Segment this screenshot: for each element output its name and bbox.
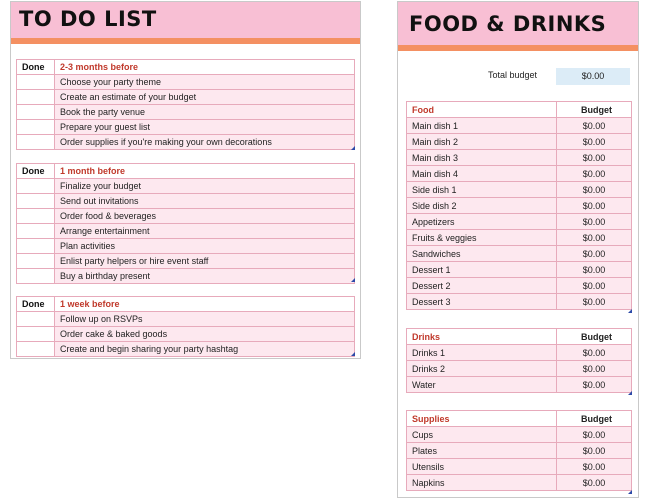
drink-item[interactable]: Drinks 1 (407, 345, 557, 361)
table-resize-handle[interactable] (628, 490, 632, 494)
category-header: Food (407, 102, 557, 118)
done-checkbox[interactable] (17, 90, 55, 105)
budget-amount[interactable]: $0.00 (557, 443, 632, 459)
budget-header: Budget (557, 411, 632, 427)
done-header: Done (17, 297, 55, 312)
food-item[interactable]: Appetizers (407, 214, 557, 230)
budget-amount[interactable]: $0.00 (557, 377, 632, 393)
table-resize-handle[interactable] (351, 278, 355, 282)
task-item[interactable]: Arrange entertainment (55, 224, 355, 239)
done-checkbox[interactable] (17, 105, 55, 120)
budget-amount[interactable]: $0.00 (557, 134, 632, 150)
done-header: Done (17, 164, 55, 179)
budget-amount[interactable]: $0.00 (557, 118, 632, 134)
food-item[interactable]: Main dish 3 (407, 150, 557, 166)
todo-panel (10, 1, 361, 359)
budget-amount[interactable]: $0.00 (557, 475, 632, 491)
todo-title: TO DO LIST (19, 7, 157, 31)
task-item[interactable]: Plan activities (55, 239, 355, 254)
section-title: 2-3 months before (55, 60, 355, 75)
food-item[interactable]: Dessert 2 (407, 278, 557, 294)
food-item[interactable]: Side dish 2 (407, 198, 557, 214)
budget-amount[interactable]: $0.00 (557, 262, 632, 278)
drinks-table (406, 328, 632, 393)
task-item[interactable]: Prepare your guest list (55, 120, 355, 135)
done-checkbox[interactable] (17, 239, 55, 254)
done-checkbox[interactable] (17, 254, 55, 269)
todo-section-table (16, 296, 355, 357)
budget-amount[interactable]: $0.00 (557, 294, 632, 310)
budget-amount[interactable]: $0.00 (557, 214, 632, 230)
task-item[interactable]: Choose your party theme (55, 75, 355, 90)
done-checkbox[interactable] (17, 312, 55, 327)
budget-amount[interactable]: $0.00 (557, 150, 632, 166)
food-item[interactable]: Sandwiches (407, 246, 557, 262)
food-title-band (398, 2, 638, 45)
food-item[interactable]: Main dish 1 (407, 118, 557, 134)
done-checkbox[interactable] (17, 327, 55, 342)
budget-amount[interactable]: $0.00 (557, 278, 632, 294)
total-budget-label: Total budget (488, 70, 538, 80)
food-item[interactable]: Main dish 2 (407, 134, 557, 150)
table-resize-handle[interactable] (351, 352, 355, 356)
food-item[interactable]: Dessert 3 (407, 294, 557, 310)
done-header: Done (17, 60, 55, 75)
task-item[interactable]: Send out invitations (55, 194, 355, 209)
supply-item[interactable]: Utensils (407, 459, 557, 475)
budget-amount[interactable]: $0.00 (557, 198, 632, 214)
budget-amount[interactable]: $0.00 (557, 345, 632, 361)
category-header: Supplies (407, 411, 557, 427)
supplies-table (406, 410, 632, 491)
task-item[interactable]: Enlist party helpers or hire event staff (55, 254, 355, 269)
food-item[interactable]: Dessert 1 (407, 262, 557, 278)
budget-amount[interactable]: $0.00 (557, 182, 632, 198)
table-resize-handle[interactable] (628, 309, 632, 313)
task-item[interactable]: Order food & beverages (55, 209, 355, 224)
done-checkbox[interactable] (17, 209, 55, 224)
supply-item[interactable]: Plates (407, 443, 557, 459)
budget-amount[interactable]: $0.00 (557, 459, 632, 475)
done-checkbox[interactable] (17, 224, 55, 239)
done-checkbox[interactable] (17, 342, 55, 357)
done-checkbox[interactable] (17, 75, 55, 90)
budget-amount[interactable]: $0.00 (557, 166, 632, 182)
budget-header: Budget (557, 102, 632, 118)
task-item[interactable]: Book the party venue (55, 105, 355, 120)
task-item[interactable]: Order supplies if you're making your own decorations (55, 135, 355, 150)
todo-section-table (16, 163, 355, 284)
budget-header: Budget (557, 329, 632, 345)
food-item[interactable]: Fruits & veggies (407, 230, 557, 246)
food-item[interactable]: Main dish 4 (407, 166, 557, 182)
food-table (406, 101, 632, 310)
food-panel (397, 1, 639, 498)
supply-item[interactable]: Cups (407, 427, 557, 443)
done-checkbox[interactable] (17, 120, 55, 135)
task-item[interactable]: Order cake & baked goods (55, 327, 355, 342)
table-resize-handle[interactable] (628, 391, 632, 395)
done-checkbox[interactable] (17, 269, 55, 284)
budget-amount[interactable]: $0.00 (557, 246, 632, 262)
done-checkbox[interactable] (17, 135, 55, 150)
drink-item[interactable]: Drinks 2 (407, 361, 557, 377)
todo-section-table (16, 59, 355, 150)
todo-accent-bar (11, 38, 360, 44)
food-accent-bar (398, 45, 638, 51)
done-checkbox[interactable] (17, 179, 55, 194)
budget-amount[interactable]: $0.00 (557, 361, 632, 377)
table-resize-handle[interactable] (351, 146, 355, 150)
food-title: FOOD & DRINKS (409, 12, 607, 36)
budget-amount[interactable]: $0.00 (557, 427, 632, 443)
task-item[interactable]: Finalize your budget (55, 179, 355, 194)
section-title: 1 month before (55, 164, 355, 179)
task-item[interactable]: Follow up on RSVPs (55, 312, 355, 327)
category-header: Drinks (407, 329, 557, 345)
task-item[interactable]: Create an estimate of your budget (55, 90, 355, 105)
food-item[interactable]: Side dish 1 (407, 182, 557, 198)
todo-title-band (11, 2, 360, 38)
section-title: 1 week before (55, 297, 355, 312)
drink-item[interactable]: Water (407, 377, 557, 393)
budget-amount[interactable]: $0.00 (557, 230, 632, 246)
supply-item[interactable]: Napkins (407, 475, 557, 491)
task-item[interactable]: Buy a birthday present (55, 269, 355, 284)
task-item[interactable]: Create and begin sharing your party hashtag (55, 342, 355, 357)
done-checkbox[interactable] (17, 194, 55, 209)
total-budget-value[interactable]: $0.00 (556, 68, 630, 85)
